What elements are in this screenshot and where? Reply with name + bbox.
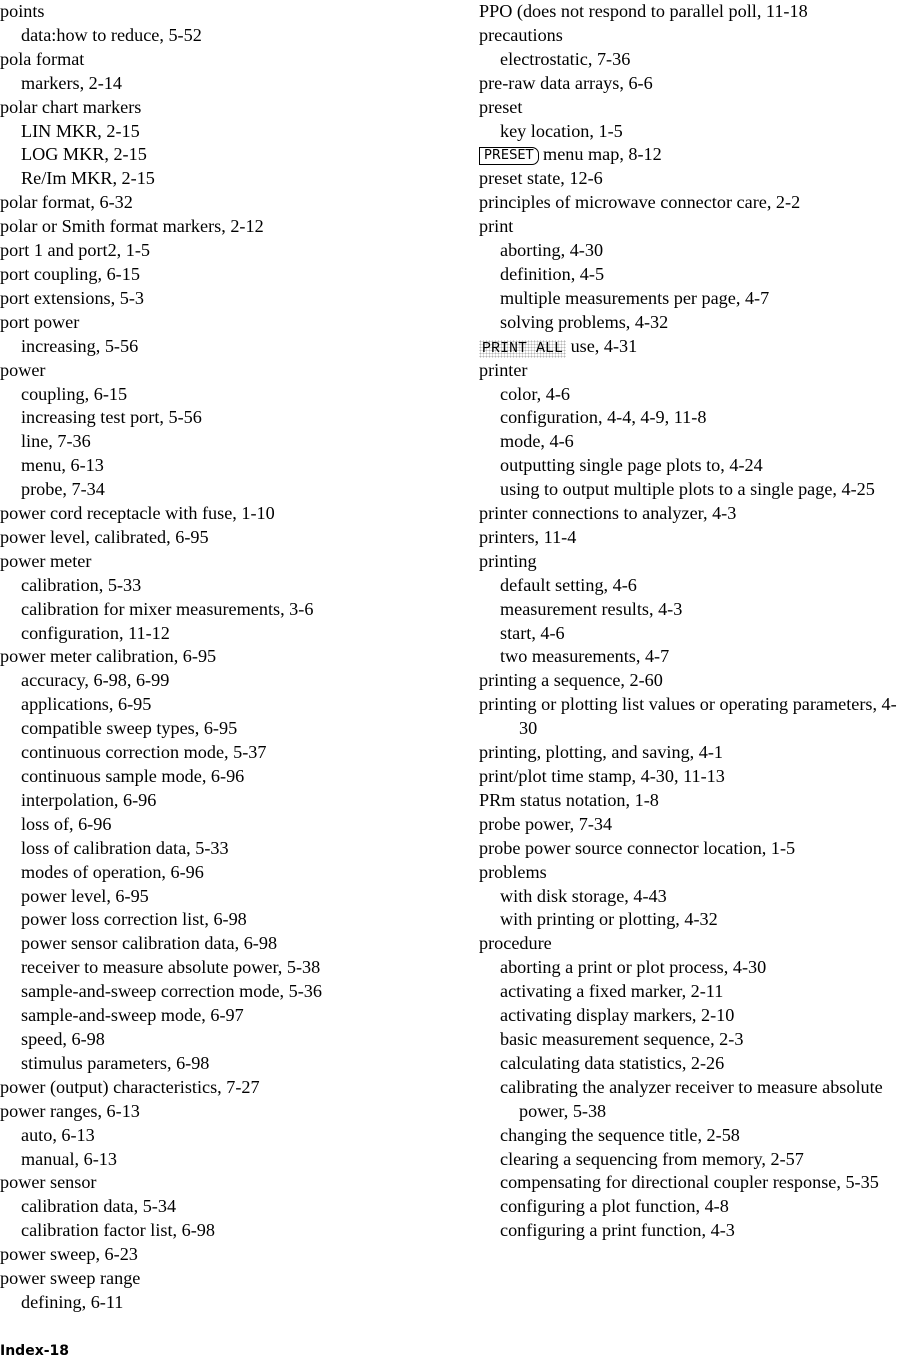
index-entry: power <box>0 359 46 380</box>
index-subentry: configuring a print function, 4-3 <box>500 1220 735 1241</box>
index-entry: PPO (does not respond to parallel poll, 11-18 <box>479 1 808 21</box>
index-subentry: start, 4-6 <box>500 622 565 643</box>
index-entry: PRm status notation, 1-8 <box>479 789 659 810</box>
index-entry: power sweep range <box>0 1268 141 1289</box>
index-entry: printer <box>479 359 528 380</box>
index-subentry: outputting single page plots to, 4-24 <box>500 455 763 476</box>
index-subentry: modes of operation, 6-96 <box>21 861 204 882</box>
index-subentry: auto, 6-13 <box>21 1124 95 1145</box>
index-subentry: line, 7-36 <box>21 431 91 452</box>
index-entry: port power <box>0 311 80 332</box>
index-subentry: compensating for directional coupler response, 5-35 <box>500 1172 879 1193</box>
index-subentry: stimulus parameters, 6-98 <box>21 1052 210 1073</box>
index-subentry: calibration factor list, 6-98 <box>21 1220 215 1241</box>
index-column-left <box>0 0 440 1315</box>
index-entry: power meter <box>0 550 92 571</box>
index-subentry: measurement results, 4-3 <box>500 598 683 619</box>
index-subentry: probe, 7-34 <box>21 479 105 500</box>
index-entry: power sweep, 6-23 <box>0 1244 138 1265</box>
index-subentry: defining, 6-11 <box>21 1291 124 1312</box>
index-subentry: increasing, 5-56 <box>21 335 139 356</box>
index-entry: probe power source connector location, 1-5 <box>479 837 796 858</box>
index-subentry: Re/Im MKR, 2-15 <box>21 168 155 189</box>
index-subentry: configuration, 11-12 <box>21 622 170 643</box>
index-subentry: increasing test port, 5-56 <box>21 407 202 428</box>
index-subentry: sample-and-sweep mode, 6-97 <box>21 1005 244 1026</box>
index-subentry: configuration, 4-4, 4-9, 11-8 <box>500 407 707 428</box>
index-subentry: power sensor calibration data, 6-98 <box>21 933 278 954</box>
index-entry: print <box>479 216 514 237</box>
index-subentry: LIN MKR, 2-15 <box>21 120 140 141</box>
index-subentry: calibration data, 5-34 <box>21 1196 177 1217</box>
index-subentry: applications, 6-95 <box>21 694 152 715</box>
softkey-label: PRINT ALL <box>479 340 566 358</box>
hardkey-label: PRESET <box>479 147 539 165</box>
index-entry: printing a sequence, 2-60 <box>479 670 663 691</box>
index-entry: power sensor <box>0 1172 97 1193</box>
index-entry: polar chart markers <box>0 96 142 117</box>
page-number: Index-18 <box>0 1343 70 1359</box>
index-subentry: with printing or plotting, 4-32 <box>500 909 718 930</box>
index-subentry: data:how to reduce, 5-52 <box>21 24 202 45</box>
index-subentry: receiver to measure absolute power, 5-38 <box>21 957 321 978</box>
index-subentry: accuracy, 6-98, 6-99 <box>21 670 170 691</box>
index-entry: points <box>0 1 45 21</box>
index-subentry: interpolation, 6-96 <box>21 789 157 810</box>
index-subentry: LOG MKR, 2-15 <box>21 144 147 165</box>
index-subentry: menu, 6-13 <box>21 455 104 476</box>
index-subentry: continuous sample mode, 6-96 <box>21 766 245 786</box>
index-subentry: loss of, 6-96 <box>21 813 112 834</box>
index-subentry: compatible sweep types, 6-95 <box>21 718 238 739</box>
index-entry: power (output) characteristics, 7-27 <box>0 1076 260 1097</box>
index-subentry: calibration for mixer measurements, 3-6 <box>21 598 314 619</box>
index-entry: power meter calibration, 6-95 <box>0 646 217 667</box>
index-entry: polar or Smith format markers, 2-12 <box>0 216 264 237</box>
index-subentry: coupling, 6-15 <box>21 383 128 404</box>
index-subentry: activating display markers, 2-10 <box>500 1005 735 1026</box>
index-subentry: two measurements, 4-7 <box>500 646 670 667</box>
index-subentry: using to output multiple plots to a single page, 4-25 <box>500 479 875 500</box>
index-entry: printer connections to analyzer, 4-3 <box>479 503 737 524</box>
index-subentry: aborting a print or plot process, 4-30 <box>500 957 767 978</box>
index-entry: printing or plotting list values or operating parameters, 4-30 <box>479 694 897 739</box>
index-subentry: power level, 6-95 <box>21 885 149 906</box>
index-subentry: configuring a plot function, 4-8 <box>500 1196 729 1217</box>
index-entry: probe power, 7-34 <box>479 813 613 834</box>
index-entry: preset state, 12-6 <box>479 168 603 189</box>
index-entry <box>479 335 904 359</box>
index-subentry: calculating data statistics, 2-26 <box>500 1052 725 1073</box>
index-column-right <box>479 0 904 1243</box>
index-subentry: with disk storage, 4-43 <box>500 885 667 906</box>
index-subentry: basic measurement sequence, 2-3 <box>500 1028 744 1049</box>
index-entry: procedure <box>479 933 552 954</box>
index-entry: printing <box>479 550 537 571</box>
index-entry: port 1 and port2, 1-5 <box>0 240 151 261</box>
index-subentry: markers, 2-14 <box>21 72 123 93</box>
index-entry: principles of microwave connector care, 2-2 <box>479 192 801 213</box>
index-entry: print/plot time stamp, 4-30, 11-13 <box>479 766 725 786</box>
index-subentry: mode, 4-6 <box>500 431 574 452</box>
index-subentry: power loss correction list, 6-98 <box>21 909 247 930</box>
index-subentry: speed, 6-98 <box>21 1028 105 1049</box>
index-entry-text: menu map, 8-12 <box>538 144 662 165</box>
index-subentry: electrostatic, 7-36 <box>500 48 631 69</box>
index-subentry: sample-and-sweep correction mode, 5-36 <box>21 981 322 1002</box>
index-subentry: solving problems, 4-32 <box>500 311 669 332</box>
index-subentry: definition, 4-5 <box>500 263 605 284</box>
index-entry: power level, calibrated, 6-95 <box>0 526 209 547</box>
index-subentry: activating a fixed marker, 2-11 <box>500 981 724 1002</box>
index-entry: pre-raw data arrays, 6-6 <box>479 72 653 93</box>
index-entry: port extensions, 5-3 <box>0 287 144 308</box>
index-entry: port coupling, 6-15 <box>0 263 140 284</box>
index-subentry: aborting, 4-30 <box>500 240 604 261</box>
index-subentry: default setting, 4-6 <box>500 574 637 595</box>
index-subentry: changing the sequence title, 2-58 <box>500 1124 740 1145</box>
index-entry: precautions <box>479 24 563 45</box>
index-entry: pola format <box>0 48 85 69</box>
index-entry: printers, 11-4 <box>479 526 577 547</box>
index-subentry: color, 4-6 <box>500 383 570 404</box>
index-entry: polar format, 6-32 <box>0 192 133 213</box>
index-entry-text: use, 4-31 <box>566 335 638 356</box>
index-subentry: continuous correction mode, 5-37 <box>21 742 267 763</box>
index-subentry: calibrating the analyzer receiver to measure absolute power, 5-38 <box>500 1076 883 1121</box>
index-entry: problems <box>479 861 547 882</box>
index-subentry: multiple measurements per page, 4-7 <box>500 287 770 308</box>
index-subentry: key location, 1-5 <box>500 120 623 141</box>
index-subentry: loss of calibration data, 5-33 <box>21 837 229 858</box>
index-entry: power cord receptacle with fuse, 1-10 <box>0 503 275 524</box>
index-entry: power ranges, 6-13 <box>0 1100 140 1121</box>
index-entry: printing, plotting, and saving, 4-1 <box>479 742 723 763</box>
index-subentry: manual, 6-13 <box>21 1148 117 1169</box>
index-subentry: clearing a sequencing from memory, 2-57 <box>500 1148 804 1169</box>
index-entry: preset <box>479 96 523 117</box>
index-subentry: calibration, 5-33 <box>21 574 142 595</box>
index-entry <box>479 143 904 167</box>
